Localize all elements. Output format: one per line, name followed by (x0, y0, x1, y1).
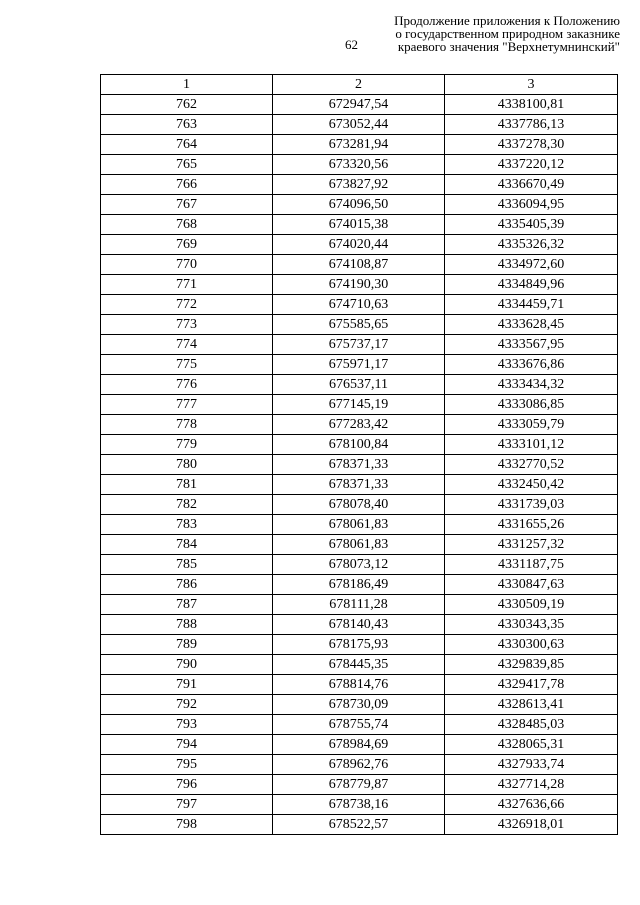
cell-y-coordinate: 4327933,74 (445, 755, 618, 775)
cell-point-number: 778 (101, 415, 273, 435)
cell-y-coordinate: 4336670,49 (445, 175, 618, 195)
cell-x-coordinate: 678111,28 (273, 595, 445, 615)
cell-point-number: 775 (101, 355, 273, 375)
cell-point-number: 770 (101, 255, 273, 275)
table-header (101, 75, 618, 95)
cell-y-coordinate: 4335405,39 (445, 215, 618, 235)
table-row (101, 335, 618, 355)
cell-x-coordinate: 678522,57 (273, 815, 445, 835)
cell-point-number: 762 (101, 95, 273, 115)
column-header-x: 2 (273, 75, 445, 95)
table-row (101, 355, 618, 375)
coordinates-table (100, 74, 618, 835)
cell-y-coordinate: 4333434,32 (445, 375, 618, 395)
table-row (101, 555, 618, 575)
table-row (101, 535, 618, 555)
table-row (101, 195, 618, 215)
cell-point-number: 798 (101, 815, 273, 835)
cell-point-number: 764 (101, 135, 273, 155)
table-row (101, 235, 618, 255)
cell-x-coordinate: 673827,92 (273, 175, 445, 195)
cell-point-number: 789 (101, 635, 273, 655)
cell-point-number: 771 (101, 275, 273, 295)
cell-x-coordinate: 675737,17 (273, 335, 445, 355)
cell-x-coordinate: 678371,33 (273, 475, 445, 495)
cell-x-coordinate: 673320,56 (273, 155, 445, 175)
cell-y-coordinate: 4333628,45 (445, 315, 618, 335)
cell-x-coordinate: 678140,43 (273, 615, 445, 635)
cell-x-coordinate: 674096,50 (273, 195, 445, 215)
cell-point-number: 787 (101, 595, 273, 615)
cell-point-number: 766 (101, 175, 273, 195)
cell-y-coordinate: 4329839,85 (445, 655, 618, 675)
table-row (101, 175, 618, 195)
cell-point-number: 780 (101, 455, 273, 475)
cell-y-coordinate: 4337786,13 (445, 115, 618, 135)
cell-y-coordinate: 4332450,42 (445, 475, 618, 495)
cell-x-coordinate: 673052,44 (273, 115, 445, 135)
cell-x-coordinate: 678371,33 (273, 455, 445, 475)
table-row (101, 615, 618, 635)
cell-y-coordinate: 4333059,79 (445, 415, 618, 435)
cell-point-number: 792 (101, 695, 273, 715)
cell-x-coordinate: 673281,94 (273, 135, 445, 155)
cell-x-coordinate: 678814,76 (273, 675, 445, 695)
cell-y-coordinate: 4338100,81 (445, 95, 618, 115)
cell-x-coordinate: 678175,93 (273, 635, 445, 655)
cell-x-coordinate: 678738,16 (273, 795, 445, 815)
cell-x-coordinate: 677283,42 (273, 415, 445, 435)
cell-point-number: 777 (101, 395, 273, 415)
cell-x-coordinate: 678779,87 (273, 775, 445, 795)
cell-y-coordinate: 4336094,95 (445, 195, 618, 215)
table-row (101, 395, 618, 415)
cell-point-number: 783 (101, 515, 273, 535)
cell-point-number: 782 (101, 495, 273, 515)
cell-y-coordinate: 4333086,85 (445, 395, 618, 415)
cell-y-coordinate: 4329417,78 (445, 675, 618, 695)
cell-point-number: 785 (101, 555, 273, 575)
header-line: о государственном природном заказнике (395, 26, 620, 41)
header-line: Продолжение приложения к Положению (394, 13, 620, 28)
cell-y-coordinate: 4337278,30 (445, 135, 618, 155)
cell-point-number: 791 (101, 675, 273, 695)
cell-point-number: 781 (101, 475, 273, 495)
cell-point-number: 794 (101, 735, 273, 755)
cell-x-coordinate: 678061,83 (273, 535, 445, 555)
cell-point-number: 763 (101, 115, 273, 135)
cell-point-number: 774 (101, 335, 273, 355)
cell-y-coordinate: 4334459,71 (445, 295, 618, 315)
cell-x-coordinate: 677145,19 (273, 395, 445, 415)
table-row (101, 215, 618, 235)
cell-point-number: 796 (101, 775, 273, 795)
cell-x-coordinate: 678755,74 (273, 715, 445, 735)
cell-y-coordinate: 4331187,75 (445, 555, 618, 575)
cell-x-coordinate: 676537,11 (273, 375, 445, 395)
cell-x-coordinate: 678445,35 (273, 655, 445, 675)
cell-y-coordinate: 4333567,95 (445, 335, 618, 355)
cell-x-coordinate: 678078,40 (273, 495, 445, 515)
cell-y-coordinate: 4333101,12 (445, 435, 618, 455)
appendix-header (360, 14, 620, 53)
table-row (101, 755, 618, 775)
table-row (101, 735, 618, 755)
cell-point-number: 767 (101, 195, 273, 215)
cell-y-coordinate: 4328613,41 (445, 695, 618, 715)
cell-point-number: 765 (101, 155, 273, 175)
page-number: 62 (345, 37, 358, 52)
table-row (101, 675, 618, 695)
table-row (101, 275, 618, 295)
cell-y-coordinate: 4335326,32 (445, 235, 618, 255)
cell-x-coordinate: 678186,49 (273, 575, 445, 595)
cell-point-number: 793 (101, 715, 273, 735)
cell-y-coordinate: 4328485,03 (445, 715, 618, 735)
table-row (101, 435, 618, 455)
cell-x-coordinate: 674015,38 (273, 215, 445, 235)
table-row (101, 795, 618, 815)
cell-y-coordinate: 4334849,96 (445, 275, 618, 295)
cell-y-coordinate: 4327636,66 (445, 795, 618, 815)
table-row (101, 295, 618, 315)
cell-y-coordinate: 4333676,86 (445, 355, 618, 375)
cell-point-number: 772 (101, 295, 273, 315)
table-row (101, 775, 618, 795)
table-row (101, 375, 618, 395)
cell-x-coordinate: 678100,84 (273, 435, 445, 455)
cell-y-coordinate: 4328065,31 (445, 735, 618, 755)
cell-x-coordinate: 678061,83 (273, 515, 445, 535)
cell-y-coordinate: 4334972,60 (445, 255, 618, 275)
cell-y-coordinate: 4330343,35 (445, 615, 618, 635)
cell-point-number: 795 (101, 755, 273, 775)
cell-y-coordinate: 4331655,26 (445, 515, 618, 535)
cell-y-coordinate: 4330509,19 (445, 595, 618, 615)
cell-y-coordinate: 4330300,63 (445, 635, 618, 655)
table-row (101, 575, 618, 595)
table-body (101, 95, 618, 835)
table-row (101, 475, 618, 495)
cell-point-number: 768 (101, 215, 273, 235)
cell-y-coordinate: 4327714,28 (445, 775, 618, 795)
table-row (101, 455, 618, 475)
cell-y-coordinate: 4337220,12 (445, 155, 618, 175)
table-row (101, 635, 618, 655)
table-row (101, 255, 618, 275)
table-row (101, 655, 618, 675)
column-header-point: 1 (101, 75, 273, 95)
table-row (101, 115, 618, 135)
cell-point-number: 790 (101, 655, 273, 675)
table-row (101, 415, 618, 435)
table-row (101, 695, 618, 715)
header-line: краевого значения "Верхнетумнинский" (397, 39, 620, 54)
cell-point-number: 784 (101, 535, 273, 555)
cell-point-number: 773 (101, 315, 273, 335)
cell-x-coordinate: 674190,30 (273, 275, 445, 295)
cell-point-number: 797 (101, 795, 273, 815)
cell-y-coordinate: 4326918,01 (445, 815, 618, 835)
cell-y-coordinate: 4330847,63 (445, 575, 618, 595)
cell-x-coordinate: 674108,87 (273, 255, 445, 275)
cell-point-number: 786 (101, 575, 273, 595)
cell-y-coordinate: 4331257,32 (445, 535, 618, 555)
table-row (101, 715, 618, 735)
cell-x-coordinate: 675585,65 (273, 315, 445, 335)
cell-x-coordinate: 678984,69 (273, 735, 445, 755)
cell-point-number: 769 (101, 235, 273, 255)
cell-x-coordinate: 674710,63 (273, 295, 445, 315)
cell-x-coordinate: 672947,54 (273, 95, 445, 115)
cell-y-coordinate: 4331739,03 (445, 495, 618, 515)
table-row (101, 815, 618, 835)
cell-x-coordinate: 678073,12 (273, 555, 445, 575)
cell-x-coordinate: 678730,09 (273, 695, 445, 715)
table-row (101, 315, 618, 335)
cell-x-coordinate: 675971,17 (273, 355, 445, 375)
table-row (101, 135, 618, 155)
table-row (101, 95, 618, 115)
header-row (101, 75, 618, 95)
cell-point-number: 779 (101, 435, 273, 455)
cell-x-coordinate: 678962,76 (273, 755, 445, 775)
column-header-y: 3 (445, 75, 618, 95)
table-row (101, 595, 618, 615)
cell-y-coordinate: 4332770,52 (445, 455, 618, 475)
table-row (101, 495, 618, 515)
table-row (101, 155, 618, 175)
cell-point-number: 776 (101, 375, 273, 395)
table-row (101, 515, 618, 535)
cell-x-coordinate: 674020,44 (273, 235, 445, 255)
cell-point-number: 788 (101, 615, 273, 635)
